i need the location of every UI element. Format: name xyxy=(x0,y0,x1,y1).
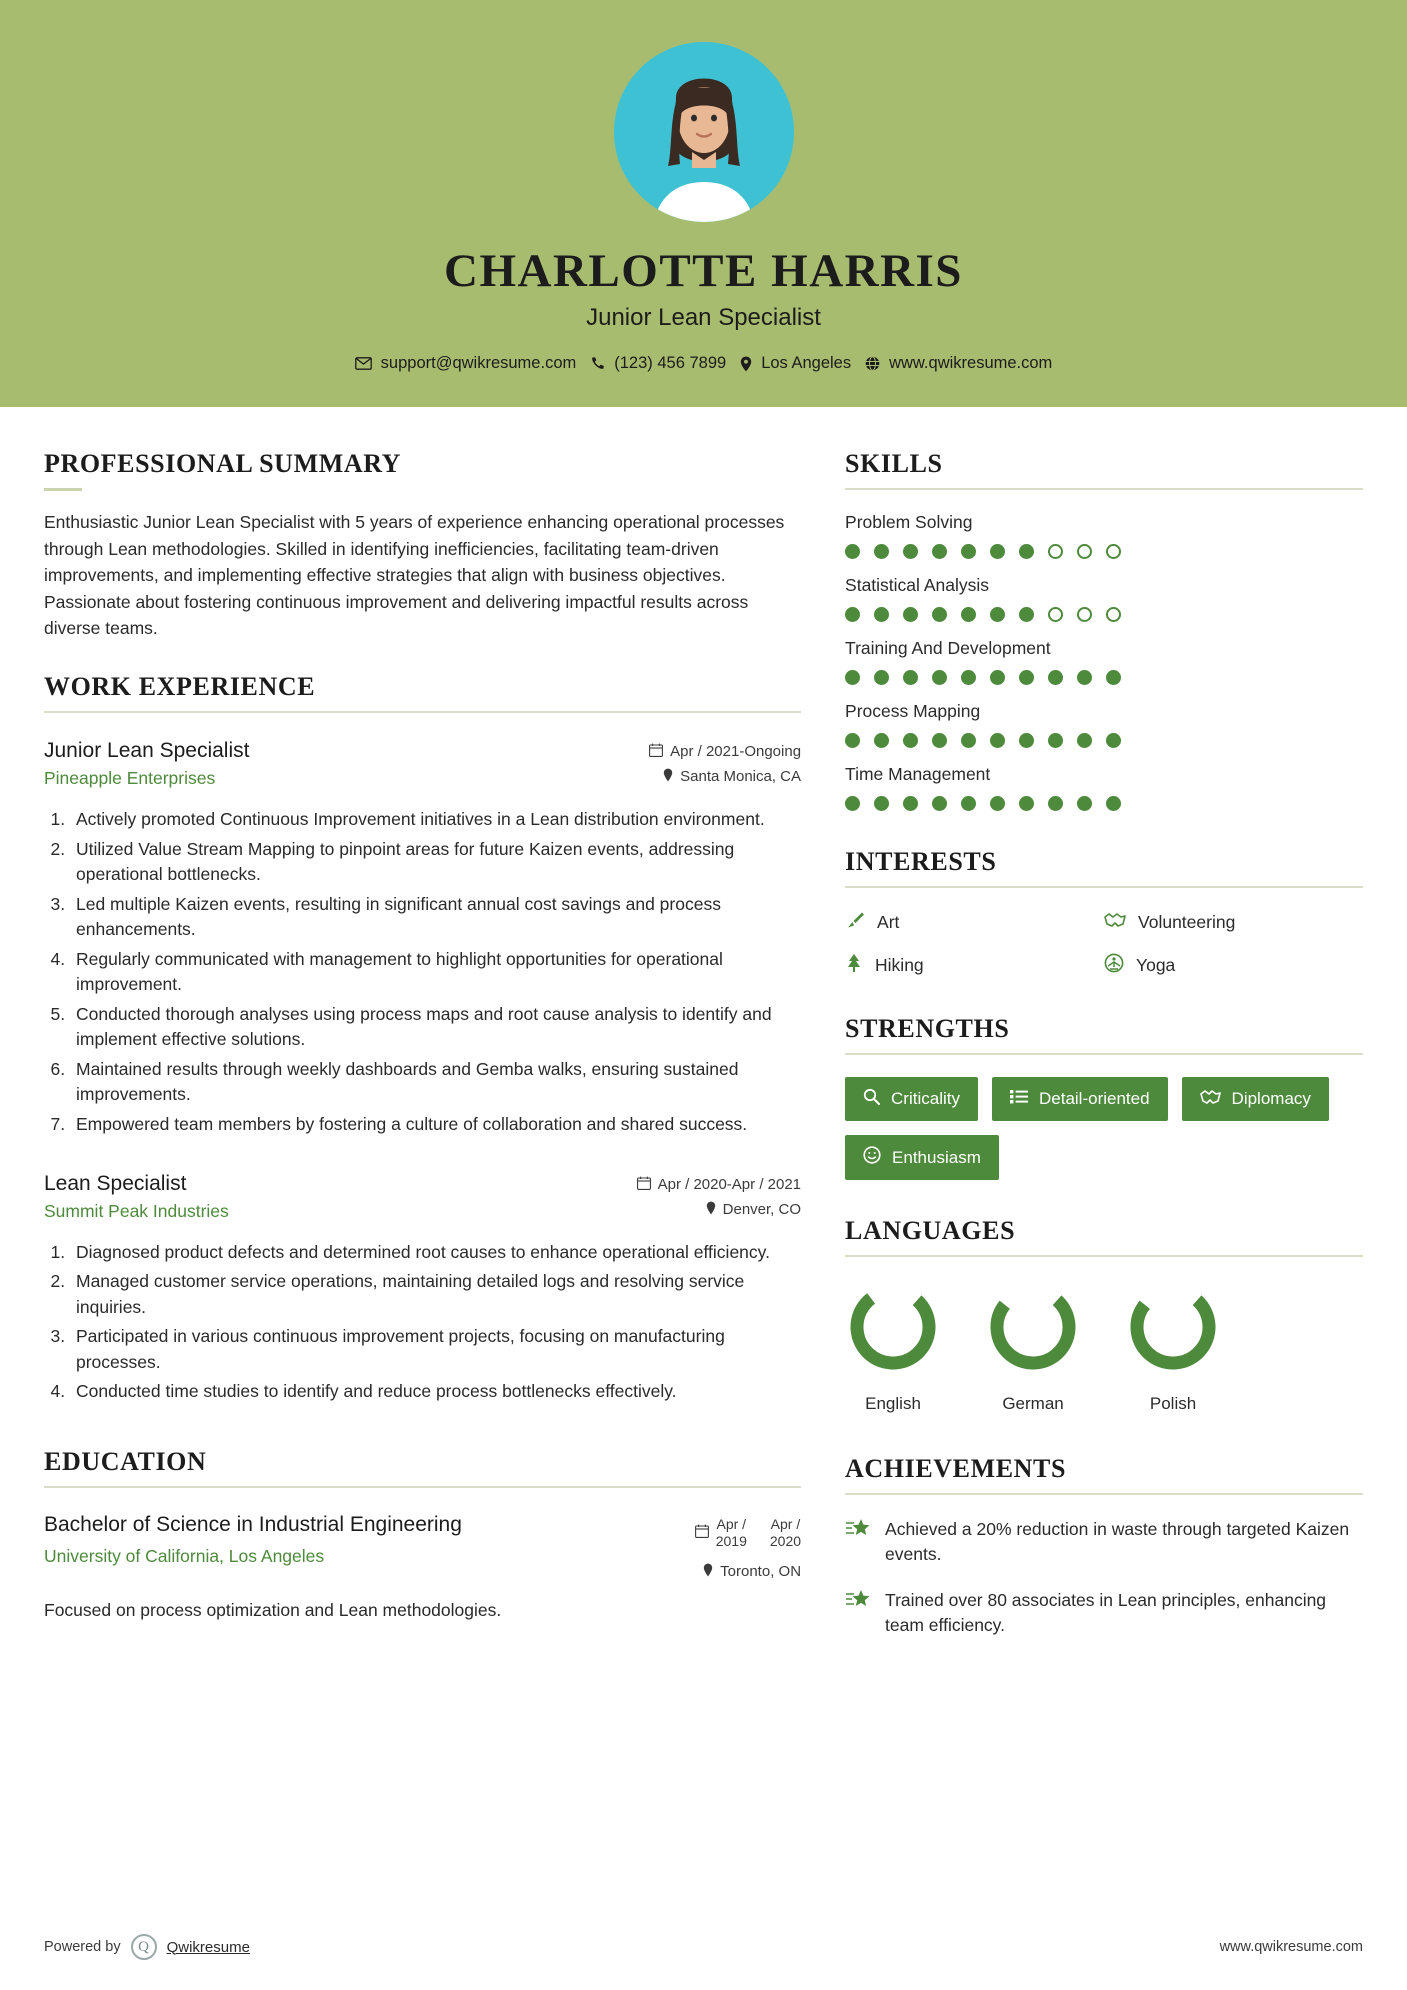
section-title-education: EDUCATION xyxy=(44,1446,207,1476)
divider xyxy=(44,711,801,713)
divider xyxy=(845,1493,1363,1495)
location-icon xyxy=(740,356,752,372)
job-title: Junior Lean Specialist xyxy=(44,738,250,762)
strength-label: Detail-oriented xyxy=(1038,1089,1150,1108)
language-label: German xyxy=(1002,1394,1064,1413)
badge-star-icon xyxy=(845,1588,871,1617)
job-dates-text: Apr / 2020-Apr / 2021 xyxy=(657,1176,802,1194)
language-progress-ring xyxy=(845,1279,941,1375)
achievement-text: Trained over 80 associates in Lean principles, enhancing team efficiency. xyxy=(885,1589,1327,1636)
calendar-icon xyxy=(649,743,663,761)
avatar xyxy=(614,42,794,222)
education-description: Focused on process optimization and Lean methodologies. xyxy=(44,1599,502,1620)
job-bullets xyxy=(70,807,801,1138)
skill-item xyxy=(845,512,1363,559)
phone-icon xyxy=(590,356,605,371)
divider xyxy=(845,488,1363,490)
contact-email[interactable] xyxy=(355,354,577,373)
job-location-text: Denver, CO xyxy=(722,1201,802,1219)
powered-by-label: Powered by xyxy=(44,1939,121,1955)
resume-header xyxy=(0,0,1407,407)
paintbrush-icon xyxy=(845,910,865,935)
job-bullets xyxy=(70,1240,801,1405)
job-location-text: Santa Monica, CA xyxy=(680,768,802,786)
mail-icon xyxy=(355,357,372,370)
contact-location[interactable] xyxy=(740,354,851,373)
divider xyxy=(845,886,1363,888)
skill-rating xyxy=(845,670,1363,685)
interest-label: Art xyxy=(877,912,900,932)
skill-rating xyxy=(845,607,1363,622)
language-item xyxy=(1125,1279,1221,1414)
pin-icon xyxy=(663,768,673,786)
interest-label: Yoga xyxy=(1136,955,1176,975)
yoga-icon xyxy=(1104,953,1124,978)
contact-email-text: support@qwikresume.com xyxy=(380,354,577,372)
language-progress-ring xyxy=(985,1279,1081,1375)
tree-icon xyxy=(845,953,863,978)
resume-body xyxy=(0,407,1407,1868)
degree-title: Bachelor of Science in Industrial Engineering xyxy=(44,1512,462,1536)
job-dates xyxy=(611,743,801,761)
skill-label: Time Management xyxy=(845,764,991,784)
list-item: 3. Participated in various continuous improvement projects, focusing on manufacturing processes. xyxy=(70,1324,801,1375)
qwikresume-logo-icon: Q xyxy=(131,1934,157,1960)
education-start-line2: 2019 xyxy=(715,1533,747,1550)
job-title: Lean Specialist xyxy=(44,1171,187,1195)
interest-item xyxy=(845,953,1104,978)
job-location xyxy=(611,1201,801,1219)
contact-location-text: Los Angeles xyxy=(761,354,852,372)
handshake-icon xyxy=(1200,1088,1221,1110)
work-entry xyxy=(44,739,801,1138)
interest-item xyxy=(1104,910,1363,935)
education-end-line2: 2020 xyxy=(769,1533,802,1550)
page-footer xyxy=(0,1908,1407,1990)
search-icon xyxy=(863,1088,880,1110)
list-icon xyxy=(1010,1089,1028,1109)
language-label: Polish xyxy=(1149,1394,1197,1413)
skill-label: Training And Development xyxy=(845,638,1051,658)
section-title-strengths: STRENGTHS xyxy=(845,1014,1010,1043)
strength-chip xyxy=(845,1135,999,1180)
section-title-summary: PROFESSIONAL SUMMARY xyxy=(44,449,402,478)
list-item: 4. Conducted time studies to identify and reduce process bottlenecks effectively. xyxy=(70,1379,801,1405)
achievement-item xyxy=(845,1517,1363,1568)
left-column xyxy=(44,449,801,1868)
strength-label: Criticality xyxy=(891,1089,960,1108)
section-title-interests: INTERESTS xyxy=(845,847,997,876)
footer-website[interactable]: www.qwikresume.com xyxy=(1219,1939,1363,1955)
strength-chip xyxy=(1182,1077,1329,1121)
divider xyxy=(845,1255,1363,1257)
section-title-languages: LANGUAGES xyxy=(845,1216,1016,1245)
section-title-skills: SKILLS xyxy=(845,449,943,478)
contact-phone-text: (123) 456 7899 xyxy=(614,354,727,372)
contact-website[interactable] xyxy=(865,354,1052,373)
contact-phone[interactable] xyxy=(590,354,726,373)
page-title: CHARLOTTE HARRIS xyxy=(444,245,963,297)
skill-rating xyxy=(845,796,1363,811)
skill-label: Problem Solving xyxy=(845,512,973,532)
achievement-text: Achieved a 20% reduction in waste through targeted Kaizen events. xyxy=(885,1519,1350,1565)
skill-item xyxy=(845,575,1363,622)
school-name: University of California, Los Angeles xyxy=(44,1546,325,1567)
calendar-icon xyxy=(695,1524,709,1542)
section-title-work: WORK EXPERIENCE xyxy=(44,671,316,701)
summary-text: Enthusiastic Junior Lean Specialist with 5 years of experience enhancing operational processes through Lean methodologies. Skilled in identifying inefficiencies, facilitating team-driven improvements, and implementing effective strategies that align with business objectives. Passionate about fostering continuous improvement and delivering impactful results across diverse teams. xyxy=(44,512,785,639)
list-item: 5. Conducted thorough analyses using process maps and root cause analysis to identify and implement effective solutions. xyxy=(70,1002,801,1053)
interests-grid xyxy=(845,910,1363,978)
language-progress-ring xyxy=(1125,1279,1221,1375)
education-entry xyxy=(44,1512,801,1621)
list-item: 2. Managed customer service operations, maintaining detailed logs and resolving service inquiries. xyxy=(70,1269,801,1320)
language-item xyxy=(985,1279,1081,1414)
list-item: 7. Empowered team members by fostering a culture of collaboration and shared success. xyxy=(70,1112,801,1138)
pin-icon xyxy=(706,1201,716,1219)
strength-chip xyxy=(992,1077,1168,1121)
interest-label: Volunteering xyxy=(1138,912,1236,932)
strength-label: Diplomacy xyxy=(1231,1089,1311,1108)
divider xyxy=(44,1486,801,1488)
job-dates-text: Apr / 2021-Ongoing xyxy=(670,743,802,761)
education-dates xyxy=(611,1516,801,1551)
language-item xyxy=(845,1279,941,1414)
list-item: 1. Actively promoted Continuous Improvement initiatives in a Lean distribution environment. xyxy=(70,807,801,833)
education-end-line1: Apr / xyxy=(770,1515,801,1532)
education-start-line1: Apr / xyxy=(716,1515,747,1532)
skill-rating xyxy=(845,544,1363,559)
list-item: 3. Led multiple Kaizen events, resulting in significant annual cost savings and process enhancements. xyxy=(70,892,801,943)
list-item: 1. Diagnosed product defects and determined root causes to enhance operational efficiency. xyxy=(70,1240,801,1266)
skill-item xyxy=(845,764,1363,811)
strengths-list xyxy=(845,1077,1363,1180)
job-company: Summit Peak Industries xyxy=(44,1200,229,1221)
interest-item xyxy=(845,910,1104,935)
globe-icon xyxy=(865,356,880,371)
skill-label: Process Mapping xyxy=(845,701,981,721)
footer-brand[interactable] xyxy=(44,1934,250,1960)
contact-website-text: www.qwikresume.com xyxy=(889,354,1053,372)
right-column xyxy=(845,449,1363,1868)
skill-item xyxy=(845,701,1363,748)
language-label: English xyxy=(865,1394,921,1413)
contact-bar xyxy=(0,354,1407,373)
section-title-achievements: ACHIEVEMENTS xyxy=(845,1454,1067,1483)
list-item: 6. Maintained results through weekly dashboards and Gemba walks, ensuring sustained improvements. xyxy=(70,1057,801,1108)
work-entry xyxy=(44,1172,801,1405)
list-item: 4. Regularly communicated with management to highlight opportunities for operational improvement. xyxy=(70,947,801,998)
job-dates xyxy=(611,1176,801,1194)
job-role-subtitle: Junior Lean Specialist xyxy=(586,304,821,331)
achievement-item xyxy=(845,1588,1363,1639)
job-location xyxy=(611,768,801,786)
interest-label: Hiking xyxy=(875,955,924,975)
divider xyxy=(44,488,82,491)
education-location xyxy=(611,1563,801,1581)
handshake-icon xyxy=(1104,911,1126,934)
brand-name[interactable]: Qwikresume xyxy=(166,1938,250,1956)
badge-star-icon xyxy=(845,1517,871,1546)
job-company: Pineapple Enterprises xyxy=(44,767,216,788)
education-location-text: Toronto, ON xyxy=(720,1563,802,1581)
strength-label: Enthusiasm xyxy=(892,1147,981,1167)
strength-chip xyxy=(845,1077,978,1121)
skill-rating xyxy=(845,733,1363,748)
skill-label: Statistical Analysis xyxy=(845,575,989,595)
calendar-icon xyxy=(637,1176,651,1194)
languages-list xyxy=(845,1279,1363,1414)
skill-item xyxy=(845,638,1363,685)
interest-item xyxy=(1104,953,1363,978)
pin-icon xyxy=(703,1563,713,1581)
smiley-icon xyxy=(863,1146,881,1169)
divider xyxy=(845,1053,1363,1055)
list-item: 2. Utilized Value Stream Mapping to pinpoint areas for future Kaizen events, addressing operational bottlenecks. xyxy=(70,837,801,888)
